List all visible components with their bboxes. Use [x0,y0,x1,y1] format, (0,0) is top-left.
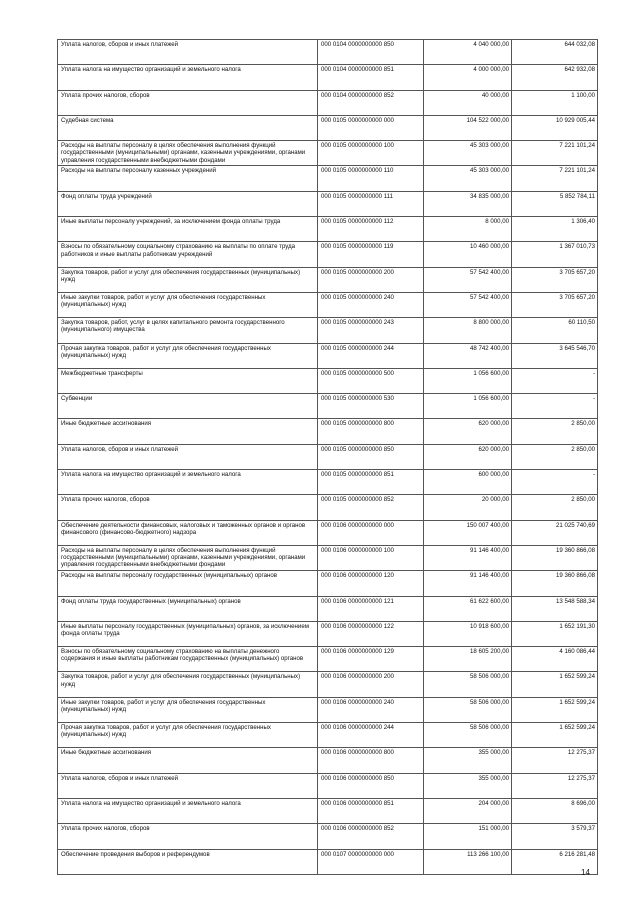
cell-code: 000 0107 0000000000 000 [318,849,424,874]
cell-plan: 113 266 100,00 [424,849,512,874]
cell-plan: 8 000,00 [424,217,512,242]
cell-plan: 10 918 600,00 [424,621,512,646]
table-row [58,849,598,874]
table-row [58,141,598,166]
table-row [58,217,598,242]
cell-plan: 104 522 000,00 [424,115,512,140]
cell-code: 000 0106 0000000000 121 [318,596,424,621]
cell-plan: 150 007 400,00 [424,520,512,545]
cell-fact: 1 652 191,30 [512,621,598,646]
expenditure-table-body [58,40,598,875]
cell-code: 000 0105 0000000000 240 [318,292,424,317]
cell-name: Расходы на выплаты персоналу государственных (муниципальных) органов [58,571,318,596]
cell-fact: 7 221 101,24 [512,141,598,166]
cell-plan: 355 000,00 [424,773,512,798]
cell-fact: 19 360 866,08 [512,571,598,596]
cell-fact: - [512,368,598,393]
cell-name: Иные бюджетные ассигнования [58,748,318,773]
table-row [58,419,598,444]
table-row [58,697,598,722]
cell-plan: 45 303 000,00 [424,166,512,191]
cell-name: Уплата налогов, сборов и иных платежей [58,444,318,469]
cell-fact: 1 306,40 [512,217,598,242]
cell-code: 000 0106 0000000000 120 [318,571,424,596]
cell-fact: 4 160 086,44 [512,647,598,672]
cell-fact: 60 110,50 [512,318,598,343]
cell-name: Расходы на выплаты персоналу в целях обеспечения выполнения функций государственными (муниципальными) органами, казенными учреждениями, органами управления государственными внебюджетными фондами [58,545,318,570]
cell-name: Уплата прочих налогов, сборов [58,824,318,849]
cell-code: 000 0105 0000000000 000 [318,115,424,140]
table-row [58,672,598,697]
table-row [58,292,598,317]
cell-fact: 2 850,00 [512,419,598,444]
cell-code: 000 0105 0000000000 243 [318,318,424,343]
cell-name: Закупка товаров, работ и услуг для обеспечения государственных (муниципальных) нужд [58,672,318,697]
cell-plan: 1 056 600,00 [424,368,512,393]
cell-code: 000 0105 0000000000 800 [318,419,424,444]
cell-fact: - [512,470,598,495]
cell-fact: 2 850,00 [512,444,598,469]
cell-name: Уплата налога на имущество организаций и земельного налога [58,798,318,823]
cell-fact: 3 579,37 [512,824,598,849]
cell-plan: 18 605 200,00 [424,647,512,672]
cell-fact: 1 367 010,73 [512,242,598,267]
cell-fact: 3 705 657,20 [512,292,598,317]
expenditure-table [57,39,598,875]
table-row [58,444,598,469]
cell-name: Обеспечение деятельности финансовых, налоговых и таможенных органов и органов финансового (финансово-бюджетного) надзора [58,520,318,545]
cell-code: 000 0105 0000000000 100 [318,141,424,166]
cell-name: Уплата налога на имущество организаций и земельного налога [58,65,318,90]
table-row [58,318,598,343]
table-row [58,495,598,520]
cell-name: Прочая закупка товаров, работ и услуг для обеспечения государственных (муниципальных) нужд [58,723,318,748]
cell-name: Взносы по обязательному социальному страхованию на выплаты денежного содержания и иные выплаты работникам государственных (муниципальных) органов [58,647,318,672]
cell-code: 000 0105 0000000000 850 [318,444,424,469]
cell-name: Иные выплаты персоналу учреждений, за исключением фонда оплаты труда [58,217,318,242]
cell-fact: 3 705 657,20 [512,267,598,292]
cell-code: 000 0106 0000000000 200 [318,672,424,697]
cell-code: 000 0106 0000000000 240 [318,697,424,722]
cell-name: Судебная система [58,115,318,140]
cell-plan: 61 622 600,00 [424,596,512,621]
cell-name: Субвенции [58,394,318,419]
cell-plan: 620 000,00 [424,444,512,469]
cell-name: Уплата прочих налогов, сборов [58,495,318,520]
cell-code: 000 0105 0000000000 119 [318,242,424,267]
table-row [58,470,598,495]
table-row [58,621,598,646]
cell-code: 000 0105 0000000000 852 [318,495,424,520]
cell-plan: 620 000,00 [424,419,512,444]
cell-fact: 19 360 866,08 [512,545,598,570]
cell-plan: 1 056 600,00 [424,394,512,419]
cell-fact: 1 652 599,24 [512,723,598,748]
cell-name: Иные закупки товаров, работ и услуг для обеспечения государственных (муниципальных) нужд [58,292,318,317]
cell-name: Взносы по обязательному социальному страхованию на выплаты по оплате труда работников и иные выплаты работникам учреждений [58,242,318,267]
table-row [58,267,598,292]
cell-fact: 1 652 599,24 [512,697,598,722]
table-row [58,773,598,798]
cell-plan: 600 000,00 [424,470,512,495]
cell-code: 000 0105 0000000000 112 [318,217,424,242]
table-row [58,647,598,672]
cell-fact: 3 645 546,70 [512,343,598,368]
page-number: 14 [581,868,590,877]
cell-plan: 57 542 400,00 [424,267,512,292]
cell-code: 000 0104 0000000000 852 [318,90,424,115]
cell-name: Иные закупки товаров, работ и услуг для обеспечения государственных (муниципальных) нужд [58,697,318,722]
cell-code: 000 0105 0000000000 200 [318,267,424,292]
table-row [58,520,598,545]
cell-code: 000 0106 0000000000 850 [318,773,424,798]
cell-plan: 20 000,00 [424,495,512,520]
table-row [58,596,598,621]
cell-code: 000 0105 0000000000 500 [318,368,424,393]
table-row [58,90,598,115]
cell-fact: 12 275,37 [512,773,598,798]
cell-code: 000 0106 0000000000 122 [318,621,424,646]
cell-code: 000 0106 0000000000 129 [318,647,424,672]
cell-fact: 644 032,08 [512,40,598,65]
cell-code: 000 0104 0000000000 851 [318,65,424,90]
cell-plan: 58 506 000,00 [424,697,512,722]
table-row [58,545,598,570]
cell-plan: 151 000,00 [424,824,512,849]
cell-code: 000 0105 0000000000 851 [318,470,424,495]
cell-code: 000 0106 0000000000 244 [318,723,424,748]
cell-name: Закупка товаров, работ, услуг в целях капитального ремонта государственного (муниципального) имущества [58,318,318,343]
cell-fact: - [512,394,598,419]
cell-name: Фонд оплаты труда учреждений [58,191,318,216]
cell-fact: 12 275,37 [512,748,598,773]
cell-fact: 1 652 599,24 [512,672,598,697]
cell-plan: 58 506 000,00 [424,672,512,697]
table-row [58,40,598,65]
table-row [58,191,598,216]
table-row [58,115,598,140]
cell-plan: 91 146 400,00 [424,571,512,596]
cell-fact: 21 025 740,69 [512,520,598,545]
cell-code: 000 0104 0000000000 850 [318,40,424,65]
cell-code: 000 0106 0000000000 100 [318,545,424,570]
cell-plan: 91 146 400,00 [424,545,512,570]
table-row [58,394,598,419]
cell-fact: 10 929 005,44 [512,115,598,140]
cell-name: Обеспечение проведения выборов и референдумов [58,849,318,874]
cell-code: 000 0106 0000000000 000 [318,520,424,545]
cell-plan: 8 800 000,00 [424,318,512,343]
cell-plan: 355 000,00 [424,748,512,773]
cell-code: 000 0105 0000000000 530 [318,394,424,419]
cell-plan: 45 303 000,00 [424,141,512,166]
cell-fact: 7 221 101,24 [512,166,598,191]
cell-code: 000 0105 0000000000 244 [318,343,424,368]
cell-plan: 34 835 000,00 [424,191,512,216]
table-row [58,65,598,90]
cell-name: Иные бюджетные ассигнования [58,419,318,444]
cell-name: Уплата налогов, сборов и иных платежей [58,40,318,65]
cell-fact: 13 548 588,34 [512,596,598,621]
table-row [58,242,598,267]
cell-fact: 5 852 784,11 [512,191,598,216]
cell-plan: 58 506 000,00 [424,723,512,748]
table-row [58,798,598,823]
cell-name: Расходы на выплаты персоналу казенных учреждений [58,166,318,191]
cell-name: Фонд оплаты труда государственных (муниципальных) органов [58,596,318,621]
cell-code: 000 0105 0000000000 111 [318,191,424,216]
table-row [58,571,598,596]
cell-name: Уплата налога на имущество организаций и земельного налога [58,470,318,495]
cell-name: Межбюджетные трансферты [58,368,318,393]
cell-name: Иные выплаты персоналу государственных (муниципальных) органов, за исключением фонда оплаты труда [58,621,318,646]
table-row [58,166,598,191]
table-row [58,343,598,368]
cell-code: 000 0106 0000000000 851 [318,798,424,823]
cell-fact: 8 696,00 [512,798,598,823]
cell-plan: 4 000 000,00 [424,65,512,90]
table-row [58,824,598,849]
cell-fact: 2 850,00 [512,495,598,520]
cell-code: 000 0106 0000000000 800 [318,748,424,773]
cell-name: Уплата прочих налогов, сборов [58,90,318,115]
cell-code: 000 0106 0000000000 852 [318,824,424,849]
cell-plan: 4 040 000,00 [424,40,512,65]
cell-plan: 57 542 400,00 [424,292,512,317]
cell-name: Прочая закупка товаров, работ и услуг для обеспечения государственных (муниципальных) нужд [58,343,318,368]
cell-plan: 10 460 000,00 [424,242,512,267]
cell-plan: 204 000,00 [424,798,512,823]
table-row [58,368,598,393]
cell-plan: 48 742 400,00 [424,343,512,368]
cell-plan: 40 000,00 [424,90,512,115]
table-row [58,723,598,748]
cell-fact: 642 932,08 [512,65,598,90]
cell-fact: 1 100,00 [512,90,598,115]
cell-name: Уплата налогов, сборов и иных платежей [58,773,318,798]
cell-name: Расходы на выплаты персоналу в целях обеспечения выполнения функций государственными (муниципальными) органами, казенными учреждениями, органами управления государственными внебюджетными фондами [58,141,318,166]
cell-name: Закупка товаров, работ и услуг для обеспечения государственных (муниципальных) нужд [58,267,318,292]
cell-fact: 6 216 281,48 [512,849,598,874]
cell-code: 000 0105 0000000000 110 [318,166,424,191]
table-row [58,748,598,773]
